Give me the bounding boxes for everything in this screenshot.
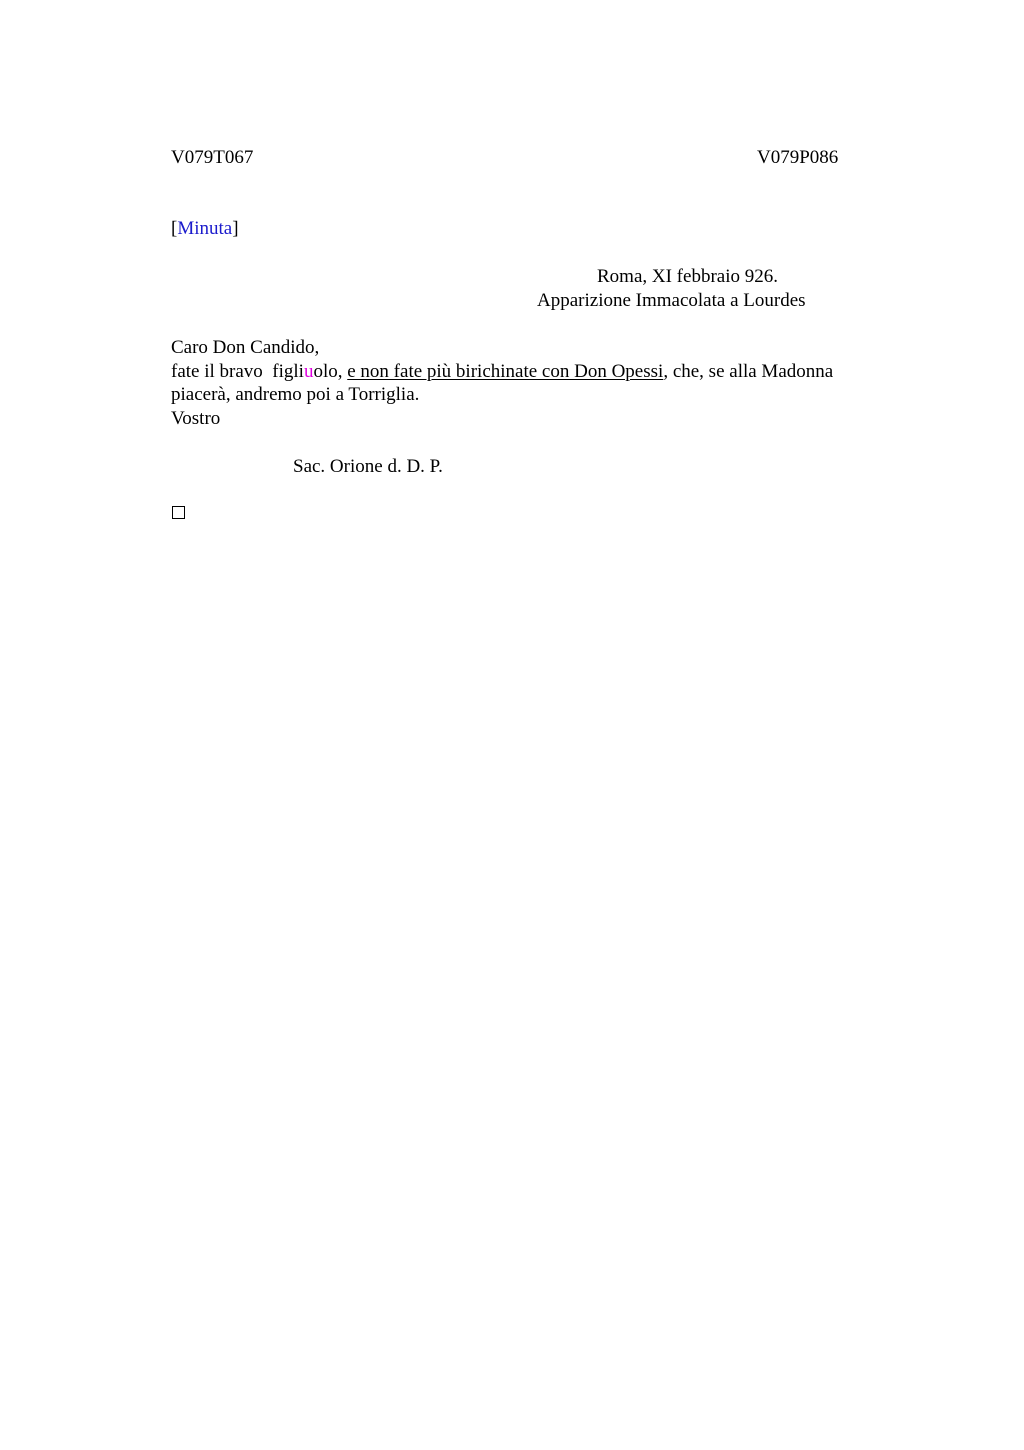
document-type-text: Minuta	[177, 218, 233, 239]
highlighted-letter: u	[303, 360, 314, 382]
place-date: Roma, XI febbraio 926.	[597, 266, 778, 287]
letter-body	[171, 336, 911, 430]
closing: Vostro	[171, 407, 221, 429]
body-line-2-post: , che, se alla Madonna	[663, 360, 834, 382]
signature: Sac. Orione d. D. P.	[293, 456, 443, 477]
close-bracket: ]	[232, 218, 239, 239]
body-line-2-pre: fate il bravo figli	[171, 360, 304, 382]
underlined-phrase: e non fate più birichinate con Don Opessi	[347, 360, 664, 382]
document-id-right: V079P086	[757, 147, 839, 168]
body-line-2	[171, 360, 911, 384]
body-line-2-mid: olo,	[313, 360, 348, 382]
document-id-left: V079T067	[171, 147, 254, 168]
document-type-label	[171, 217, 239, 241]
feast-day: Apparizione Immacolata a Lourdes	[537, 290, 806, 311]
empty-square-icon	[172, 506, 185, 519]
body-line-3: piacerà, andremo poi a Torriglia.	[171, 384, 420, 406]
salutation: Caro Don Candido,	[171, 337, 320, 358]
open-bracket: [	[171, 218, 178, 239]
